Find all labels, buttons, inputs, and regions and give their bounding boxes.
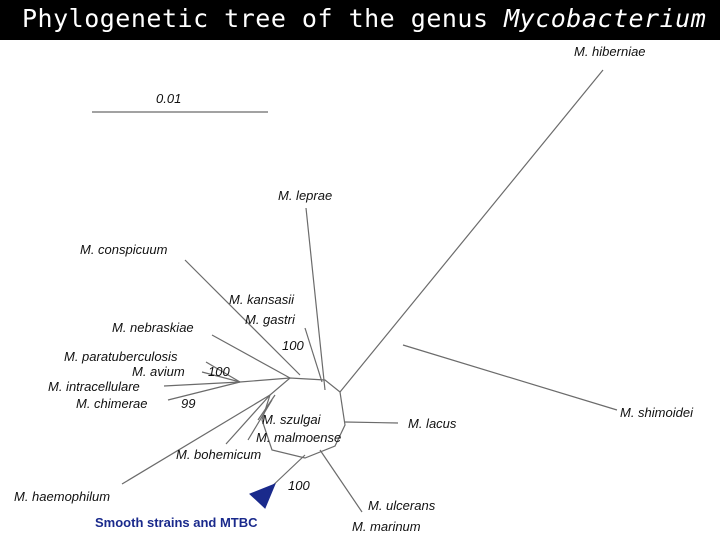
taxon-haemophilum: M. haemophilum [14,489,111,504]
branch-ulcerans-marinum [320,450,362,512]
bootstrap-mtbc: 100 [288,478,310,493]
taxon-gastri: M. gastri [245,312,295,327]
bootstrap-chimerae: 99 [181,396,196,411]
bootstrap-avium-group: 100 [208,364,230,379]
taxon-lacus: M. lacus [408,416,457,431]
branch-lacus [345,422,398,423]
taxon-malmoense: M. malmoense [256,430,342,445]
branch-shimoidei [403,345,617,410]
mtbc-collapsed-triangle [250,484,275,508]
taxon-marinum: M. marinum [352,519,421,534]
taxon-avium: M. avium [132,364,185,379]
taxon-kansasii: M. kansasii [229,292,295,307]
branch-hiberniae [340,70,603,392]
title-genus: Mycobacterium [504,4,707,33]
taxon-szulgai: M. szulgai [262,412,321,427]
taxon-ulcerans: M. ulcerans [368,498,436,513]
taxon-leprae: M. leprae [278,188,333,203]
bootstrap-kansasii-gastri: 100 [282,338,304,353]
taxon-intracellulare: M. intracellulare [48,379,140,394]
scale-bar-label: 0.01 [156,91,182,106]
taxon-chimerae: M. chimerae [76,396,148,411]
taxon-nebraskiae: M. nebraskiae [112,320,194,335]
collapsed-clade-label: Smooth strains and MTBC [95,515,258,530]
branch-avium-group [240,378,290,382]
title-prefix: Phylogenetic tree of the genus [22,4,505,33]
taxon-conspicuum: M. conspicuum [80,242,168,257]
taxon-bohemicum: M. bohemicum [176,447,262,462]
taxon-hiberniae: M. hiberniae [574,44,646,59]
taxon-shimoidei: M. shimoidei [620,405,693,420]
taxon-paratuberculosis: M. paratuberculosis [64,349,178,364]
